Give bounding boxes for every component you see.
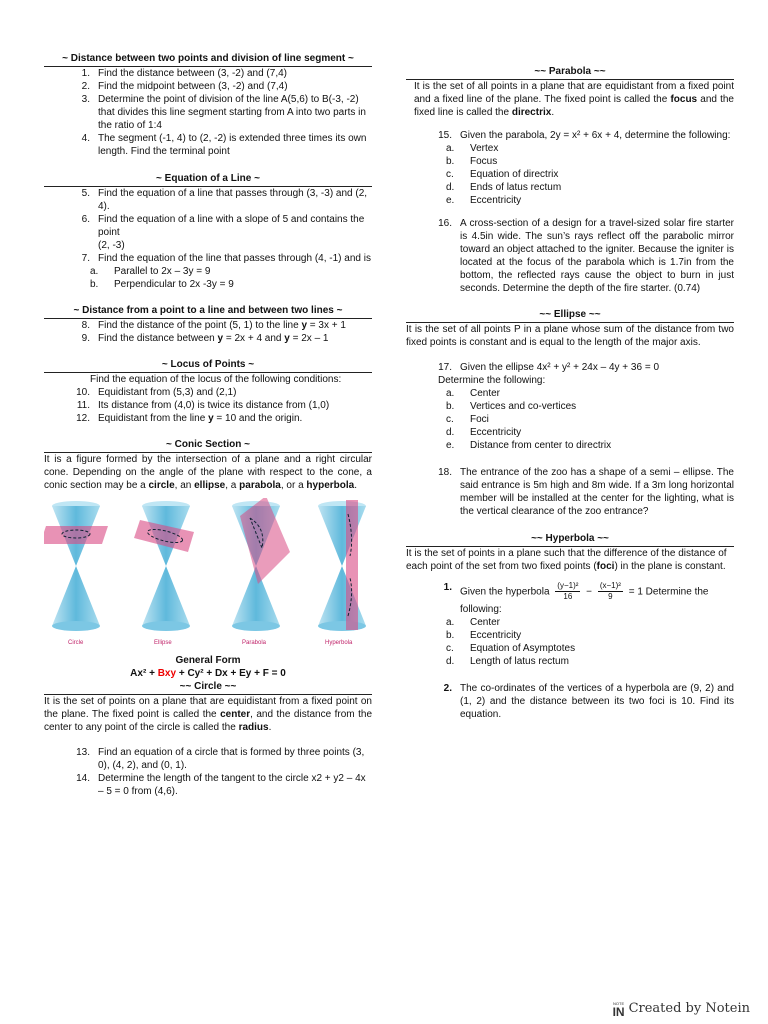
list-item: [44, 772, 372, 798]
fraction-operator: −: [583, 586, 595, 598]
ellipse-paragraph: It is the set of all points P in a plane whose sum of the distance from two fixed points is constant and is equal to the length of the major axis.: [406, 324, 734, 348]
hyperbola-paragraph: [406, 547, 734, 573]
gf-part: Ax² +: [130, 668, 158, 679]
sub-item: [446, 655, 734, 668]
sub-item: [446, 168, 734, 181]
sub-item: [90, 265, 372, 278]
left-column: [44, 0, 372, 798]
cone-label-parabola: Parabola: [242, 640, 267, 647]
sub-letter: e.: [446, 195, 455, 206]
item-text-end: = 2x – 1: [289, 333, 329, 344]
list-item: [406, 466, 734, 518]
parabola-paragraph: [406, 80, 734, 119]
parabola-text: It is the set of all points in a plane that are equidistant from a fixed point and a fixed line of the plane. The fixed point is called the: [414, 81, 734, 105]
sub-item: [446, 400, 734, 413]
item-number: 11.: [76, 400, 90, 411]
sub-letter: b.: [90, 279, 99, 290]
item-number: 10.: [76, 387, 90, 398]
item-text: Find the distance between: [98, 333, 218, 344]
item-text-end: = 1 Determine the following:: [460, 586, 709, 615]
list-item: [44, 187, 372, 213]
list-item: [44, 386, 372, 399]
item-number: 5.: [81, 188, 90, 199]
item-var: y: [217, 333, 224, 344]
conic-section-title: ~ Conic Section ~: [44, 438, 372, 453]
parabola-word-focus: focus: [670, 94, 698, 105]
sub-item: [446, 181, 734, 194]
fraction-denominator: 9: [608, 592, 613, 602]
sub-text: Parallel to 2x – 3y = 9: [114, 266, 211, 277]
item-text: Find the equation of a line with a slope of 5 and contains the point: [98, 214, 365, 238]
conic-sep: , a: [225, 480, 240, 491]
list-item: [44, 80, 372, 93]
list-item: [406, 361, 734, 374]
cone-label-circle: Circle: [68, 640, 84, 647]
conic-sep: , an: [174, 480, 195, 491]
sub-text: Equation of directrix: [470, 169, 559, 180]
notein-logo-icon: [613, 1002, 625, 1018]
sub-letter: d.: [446, 655, 455, 667]
sub-letter: c.: [446, 642, 454, 654]
sub-item: [90, 278, 372, 291]
sub-item: [446, 155, 734, 168]
fraction-numerator: (x−1)²: [598, 581, 623, 592]
item-text: Given the ellipse 4x² + y² + 24x – 4y + 36 = 0: [460, 362, 660, 373]
list-item: [44, 746, 372, 772]
circle-cone: [44, 501, 108, 631]
sub-letter: b.: [446, 156, 455, 167]
sub-text: Vertex: [470, 143, 499, 154]
list-item: [44, 252, 372, 265]
hyperbola-text-end: ) in the plane is constant.: [614, 561, 726, 572]
fraction: [598, 581, 623, 603]
item-number: 9.: [81, 333, 90, 344]
sub-letter: b.: [446, 629, 455, 641]
sub-text: Equation of Asymptotes: [470, 642, 576, 654]
sub-text: Center: [470, 616, 501, 628]
conic-word-circle: circle: [148, 480, 175, 491]
sub-letter: d.: [446, 427, 455, 438]
list-item: [406, 129, 734, 142]
sub-item: [446, 642, 734, 655]
item-number: 7.: [81, 253, 90, 264]
sub-text: Vertices and co-vertices: [470, 401, 577, 412]
ellipse-section-title: ~~ Ellipse ~~: [406, 308, 734, 323]
parabola-text-mid: and the fixed line is called the: [414, 94, 734, 118]
item-text: Determine the length of the tangent to the circle x2 + y2 – 4x – 5 = 0 from (4,6).: [98, 773, 366, 797]
hyperbola-section-title: ~~ Hyperbola ~~: [406, 532, 734, 547]
line-section-title: ~ Equation of a Line ~: [44, 172, 372, 187]
item-number: 1.: [443, 582, 452, 593]
sub-text: Eccentricity: [470, 427, 522, 438]
list-item: [44, 399, 372, 412]
item-text-end: = 3x + 1: [307, 320, 346, 331]
locus-intro: Find the equation of the locus of the following conditions:: [90, 374, 342, 385]
circle-paragraph: [44, 695, 372, 734]
list-item: [406, 682, 734, 721]
item-var: y: [284, 333, 290, 344]
sub-letter: a.: [446, 143, 455, 154]
item-text-end: = 10 and the origin.: [213, 413, 303, 424]
sub-text: Center: [470, 388, 501, 399]
sub-text: Distance from center to directrix: [470, 440, 612, 451]
conic-cones-illustration: [44, 498, 372, 640]
fraction-denominator: 16: [563, 592, 573, 602]
parabola-section-title: ~~ Parabola ~~: [406, 65, 734, 80]
sub-text: Length of latus rectum: [470, 655, 569, 667]
sub-item: [446, 439, 734, 452]
sub-letter: c.: [446, 414, 454, 425]
conic-paragraph: [44, 453, 372, 492]
sub-letter: b.: [446, 401, 455, 412]
sub-text: Eccentricity: [470, 629, 522, 641]
list-item: [44, 213, 372, 252]
sub-item: [446, 413, 734, 426]
sub-letter: e.: [446, 440, 455, 451]
conic-word-parabola: parabola: [239, 480, 281, 491]
circle-word-center: center: [220, 709, 251, 720]
item-number: 14.: [76, 773, 90, 784]
list-item: [44, 412, 372, 425]
item-number: 4.: [81, 133, 90, 144]
sub-letter: a.: [446, 616, 455, 628]
distance-section-title: ~ Distance between two points and division of line segment ~: [44, 52, 372, 67]
item-text: The entrance of the zoo has a shape of a semi – ellipse. The said entrance is 5m high and 8m wide. If a 3m long horizontal member will be installed at the center for the lighting, what is the vertical clearance of the zoo entrance?: [460, 467, 734, 517]
sub-text: Foci: [470, 414, 489, 425]
item-number: 8.: [81, 320, 90, 331]
right-column: [406, 0, 734, 721]
list-item: [44, 93, 372, 132]
item-number: 16.: [438, 218, 452, 229]
hyperbola-word-foci: foci: [596, 561, 615, 572]
list-item: [44, 132, 372, 158]
parabola-text-end: .: [551, 107, 555, 118]
general-form-equation: [44, 667, 372, 680]
cone-label-ellipse: Ellipse: [154, 640, 172, 647]
sub-letter: d.: [446, 182, 455, 193]
item-number: 13.: [76, 747, 90, 758]
general-form-title: General Form: [175, 655, 241, 666]
item-text: Find the distance between (3, -2) and (7,4): [98, 68, 287, 79]
sub-text: Focus: [470, 156, 498, 167]
parabola-word-directrix: directrix: [511, 107, 552, 118]
item-text: Determine the point of division of the line A(5,6) to B(-3, -2) that divides this line segment starting from A into two parts in the ratio of 1:4: [98, 94, 366, 131]
sub-item: [446, 194, 734, 207]
item-text: Find the equation of a line that passes through (3, -3) and (2, 4).: [98, 188, 368, 212]
item-text: Find the equation of the line that passes through (4, -1) and is: [98, 253, 371, 264]
conic-sep: .: [354, 480, 357, 491]
item-text: Given the parabola, 2y = x² + 6x + 4, determine the following:: [460, 130, 731, 141]
item-text: The segment (-1, 4) to (2, -2) is extended three times its own length. Find the terminal point: [98, 133, 367, 157]
item-text: Find the distance of the point (5, 1) to the line: [98, 320, 302, 331]
list-item: [406, 581, 734, 616]
item-text: Find an equation of a circle that is formed by three points (3, 0), (4, 2), and (0, 1).: [98, 747, 365, 771]
logo-big-text: IN: [612, 1004, 625, 1019]
conic-text: It is a figure formed by the intersection of a plane and a right circular cone. Depending on the angle of the plane with respect to the cone, a conic section may be a: [44, 454, 372, 491]
item-number: 6.: [81, 214, 90, 225]
item-text: Its distance from (4,0) is twice its distance from (1,0): [98, 400, 330, 411]
sub-item: [446, 142, 734, 155]
sub-item: [446, 426, 734, 439]
circle-section-title: ~~ Circle ~~: [44, 680, 372, 695]
conic-sep: , or a: [280, 480, 307, 491]
cone-label-hyperbola: Hyperbola: [325, 640, 353, 647]
item-number: 2.: [81, 81, 90, 92]
item-number: 3.: [81, 94, 90, 105]
item-text: Equidistant from (5,3) and (2,1): [98, 387, 237, 398]
list-item: [44, 67, 372, 80]
item-number: 12.: [76, 413, 90, 424]
circle-text-mid: , and the distance from the center to any point of the circle is called the: [44, 709, 373, 733]
list-item: [406, 217, 734, 295]
item-number: 2.: [443, 682, 452, 694]
list-item: [44, 319, 372, 332]
item-number: 1.: [81, 68, 90, 79]
ellipse-cone: [134, 501, 194, 631]
list-item: [44, 332, 372, 345]
conic-word-hyperbola: hyperbola: [306, 480, 355, 491]
notein-footer: [613, 1001, 750, 1018]
item-text: Equidistant from the line: [98, 413, 209, 424]
item-number: 17.: [438, 362, 452, 373]
fraction: [555, 581, 580, 603]
point-line-section-title: ~ Distance from a point to a line and between two lines ~: [44, 304, 372, 319]
item-text: A cross-section of a design for a travel-sized solar fire starter is 4.5in wide. The sun’s rays reflect off the parabolic mirror toward an object attached to the igniter. Because the igniter is located at the focus of the parabola which is 1.7in from the bottom, the reflected rays cause the object to burn in just seconds. Determine the depth of the fire starter. (0.74): [460, 218, 734, 294]
sub-text: Eccentricity: [470, 195, 522, 206]
item-text: The co-ordinates of the vertices of a hyperbola are (9, 2) and (1, 2) and the distance between its two foci is 10. Find its equation.: [460, 682, 734, 720]
sub-item: [446, 616, 734, 629]
sub-letter: a.: [446, 388, 455, 399]
logo-small-text: NOTE: [613, 1000, 625, 1006]
sub-item: [446, 387, 734, 400]
item-text: Given the hyperbola: [460, 586, 553, 598]
sub-letter: a.: [90, 266, 99, 277]
ellipse-determine-label: Determine the following:: [438, 375, 546, 386]
circle-text-end: .: [268, 722, 272, 733]
item-text-extra: (2, -3): [98, 240, 125, 251]
sub-text: Ends of latus rectum: [470, 182, 562, 193]
conic-sections-figure: [44, 498, 372, 648]
conic-word-ellipse: ellipse: [194, 480, 226, 491]
sub-item: [446, 629, 734, 642]
parabola-cone: [232, 498, 290, 631]
circle-text: It is the set of points on a plane that are equidistant from a fixed point on the plane. The fixed point is called the: [44, 696, 372, 720]
gf-part: + Cy² + Dx + Ey + F = 0: [176, 668, 286, 679]
fraction-numerator: (y−1)²: [555, 581, 580, 592]
item-text-mid: = 2x + 4 and: [223, 333, 285, 344]
item-text: Find the midpoint between (3, -2) and (7,4): [98, 81, 288, 92]
item-number: 18.: [438, 467, 452, 478]
item-var: y: [208, 413, 214, 424]
gf-bxy-term: Bxy: [157, 668, 177, 679]
sub-text: Perpendicular to 2x -3y = 9: [114, 279, 234, 290]
sub-letter: c.: [446, 169, 454, 180]
hyperbola-text: It is the set of points in a plane such that the difference of the distance of each point of the set from two fixed points (: [406, 548, 727, 572]
hyperbola-cone: [318, 500, 366, 631]
circle-word-radius: radius: [238, 722, 269, 733]
item-var: y: [301, 320, 308, 331]
locus-section-title: ~ Locus of Points ~: [44, 358, 372, 373]
item-number: 15.: [438, 130, 452, 141]
footer-text: Created by Notein: [628, 1001, 750, 1017]
